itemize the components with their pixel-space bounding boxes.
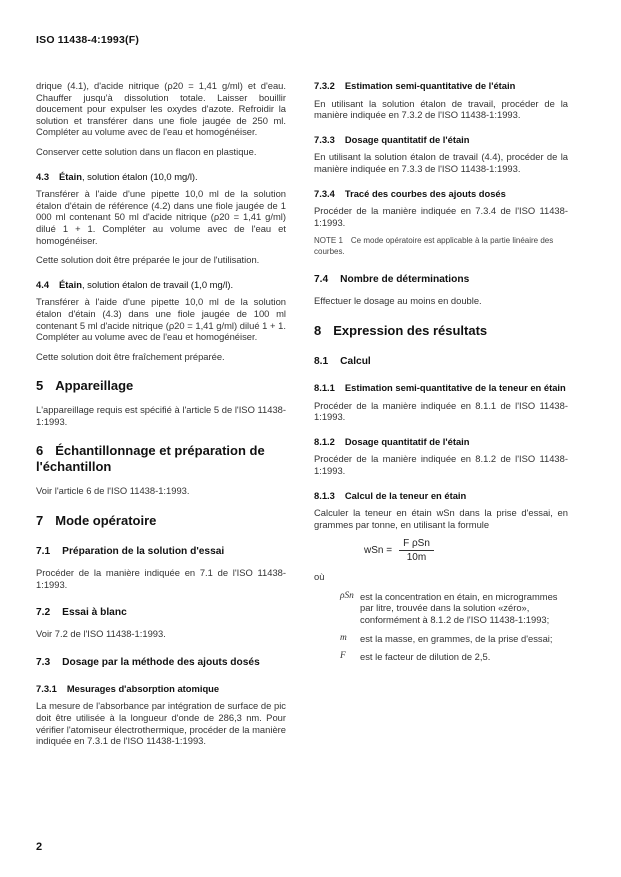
formula-fraction — [399, 538, 434, 563]
paragraph: Procéder de la manière indiquée en 8.1.1 de l'ISO 11438-1:1993. — [314, 399, 568, 423]
formula-numerator: F ρSn — [399, 538, 434, 551]
paragraph: drique (4.1), d'acide nitrique (ρ20 = 1,41 g/ml) et d'eau. Chauffer jusqu'à dissolution totale. Laisser bouillir doucement pour expulser les oxydes d'azote. Refroidir la solution et transférer dans une fiole jaugée de 250 ml. Compléter au volume avec de l'eau et homogénéiser. — [36, 80, 286, 138]
section-heading-8-1-2: 8.1.2 Dosage quantitatif de l'étain — [314, 435, 470, 447]
definitions-list — [314, 591, 568, 663]
definition-text: est la concentration en étain, en microgrammes par litre, trouvée dans la solution «zéro», conformément à 8.1.2 de l'ISO 11438-1:1993; — [360, 590, 558, 626]
note — [314, 236, 568, 257]
formula-denominator: 10m — [406, 552, 427, 564]
section-heading-6: 6 Échantillonnage et préparation de l'échantillon — [36, 443, 265, 475]
definition-symbol: F — [340, 651, 346, 662]
formula-lhs: wSn = — [364, 545, 393, 557]
paragraph: Cette solution doit être fraîchement préparée. — [36, 350, 225, 362]
section-heading-7-2: 7.2 Essai à blanc — [36, 607, 127, 619]
section-heading-7-3-3: 7.3.3 Dosage quantitatif de l'étain — [314, 133, 470, 145]
paragraph: Effectuer le dosage au moins en double. — [314, 295, 482, 307]
section-heading-8-1: 8.1 Calcul — [314, 355, 371, 367]
section-heading-5: 5 Appareillage — [36, 378, 134, 394]
paragraph: Conserver cette solution dans un flacon en plastique. — [36, 145, 257, 157]
section-heading-8-1-3: 8.1.3 Calcul de la teneur en étain — [314, 489, 467, 501]
section-heading-7: 7 Mode opératoire — [36, 513, 157, 529]
paragraph: Voir 7.2 de l'ISO 11438-1:1993. — [36, 628, 166, 640]
paragraph: Procéder de la manière indiquée en 7.1 de l'ISO 11438-1:1993. — [36, 567, 286, 590]
section-heading-7-1: 7.1 Préparation de la solution d'essai — [36, 546, 225, 558]
definition-symbol: m — [340, 632, 347, 643]
page-number: 2 — [36, 841, 43, 853]
paragraph: Calculer la teneur en étain wSn dans la prise d'essai, en grammes par tonne, en utilisant la formule — [314, 507, 568, 530]
section-heading-7-3-1: 7.3.1 Mesurages d'absorption atomique — [36, 682, 220, 694]
section-heading-7-3: 7.3 Dosage par la méthode des ajouts dosés — [36, 656, 260, 668]
section-heading-7-3-2: 7.3.2 Estimation semi-quantitative de l'étain — [314, 80, 516, 91]
definition-symbol: ρSn — [340, 590, 354, 601]
paragraph: L'appareillage requis est spécifié à l'article 5 de l'ISO 11438-1:1993. — [36, 404, 286, 427]
section-heading-8-1-1: 8.1.1 Estimation semi-quantitative de la teneur en étain — [314, 381, 566, 393]
paragraph: Transférer à l'aide d'une pipette 10,0 ml de la solution étalon d'étain de référence (4.2) dans une fiole jaugée de 1 000 ml contenant 50 ml d'acide nitrique (ρ20 = 1,41 g/ml) dilué 1 + 1. Compléter au volume avec de l'eau et homogénéiser. — [36, 188, 286, 246]
where-label: où — [314, 571, 325, 583]
formula — [364, 538, 568, 563]
paragraph: La mesure de l'absorbance par intégration de surface de pic doit être utilisée à la longueur d'onde de 286,3 nm. Pour vérifier l'atomiseur électrothermique, procéder de la manière indiquée en 7.3.1 de l'ISO 11438-1:1993. — [36, 700, 286, 747]
note-text: Ce mode opératoire est applicable à la partie linéaire des courbes. — [314, 236, 554, 256]
section-heading-7-3-4: 7.3.4 Tracé des courbes des ajouts dosés — [314, 187, 506, 199]
definition-text: est le facteur de dilution de 2,5. — [360, 651, 491, 663]
definition-row — [314, 633, 568, 645]
definition-row — [314, 591, 568, 626]
right-column — [314, 80, 568, 670]
definition-text: est la masse, en grammes, de la prise d'essai; — [360, 632, 553, 644]
section-heading-4-3: 4.3 Étain, solution étalon (10,0 mg/l). — [36, 170, 198, 182]
paragraph: En utilisant la solution étalon de travail, procéder de la manière indiquée en 7.3.2 de l'ISO 11438-1:1993. — [314, 97, 568, 121]
section-heading-8: 8 Expression des résultats — [314, 322, 488, 338]
document-header: ISO 11438-4:1993(F) — [36, 34, 140, 46]
definition-row — [314, 651, 568, 663]
paragraph: Procéder de la manière indiquée en 8.1.2 de l'ISO 11438-1:1993. — [314, 453, 568, 476]
paragraph: Voir l'article 6 de l'ISO 11438-1:1993. — [36, 485, 190, 497]
section-heading-7-4: 7.4 Nombre de déterminations — [314, 274, 470, 286]
paragraph: Transférer à l'aide d'une pipette 10,0 ml de la solution étalon d'étain (4.3) dans une fiole jaugée de 100 ml contenant 5 ml d'acide nitrique (ρ20 = 1,41 g/ml) dilué 1 + 1. Compléter au volume avec de l'eau et homogénéiser. — [36, 296, 286, 343]
paragraph: En utilisant la solution étalon de travail (4.4), procéder de la manière indiquée en 7.3.3 de l'ISO 11438-1:1993. — [314, 151, 568, 174]
paragraph: Procéder de la manière indiquée en 7.3.4 de l'ISO 11438-1:1993. — [314, 205, 568, 228]
paragraph: Cette solution doit être préparée le jour de l'utilisation. — [36, 254, 260, 266]
left-column — [36, 80, 286, 755]
note-label: NOTE 1 — [314, 236, 343, 246]
section-heading-4-4: 4.4 Étain, solution étalon de travail (1,0 mg/l). — [36, 278, 234, 290]
